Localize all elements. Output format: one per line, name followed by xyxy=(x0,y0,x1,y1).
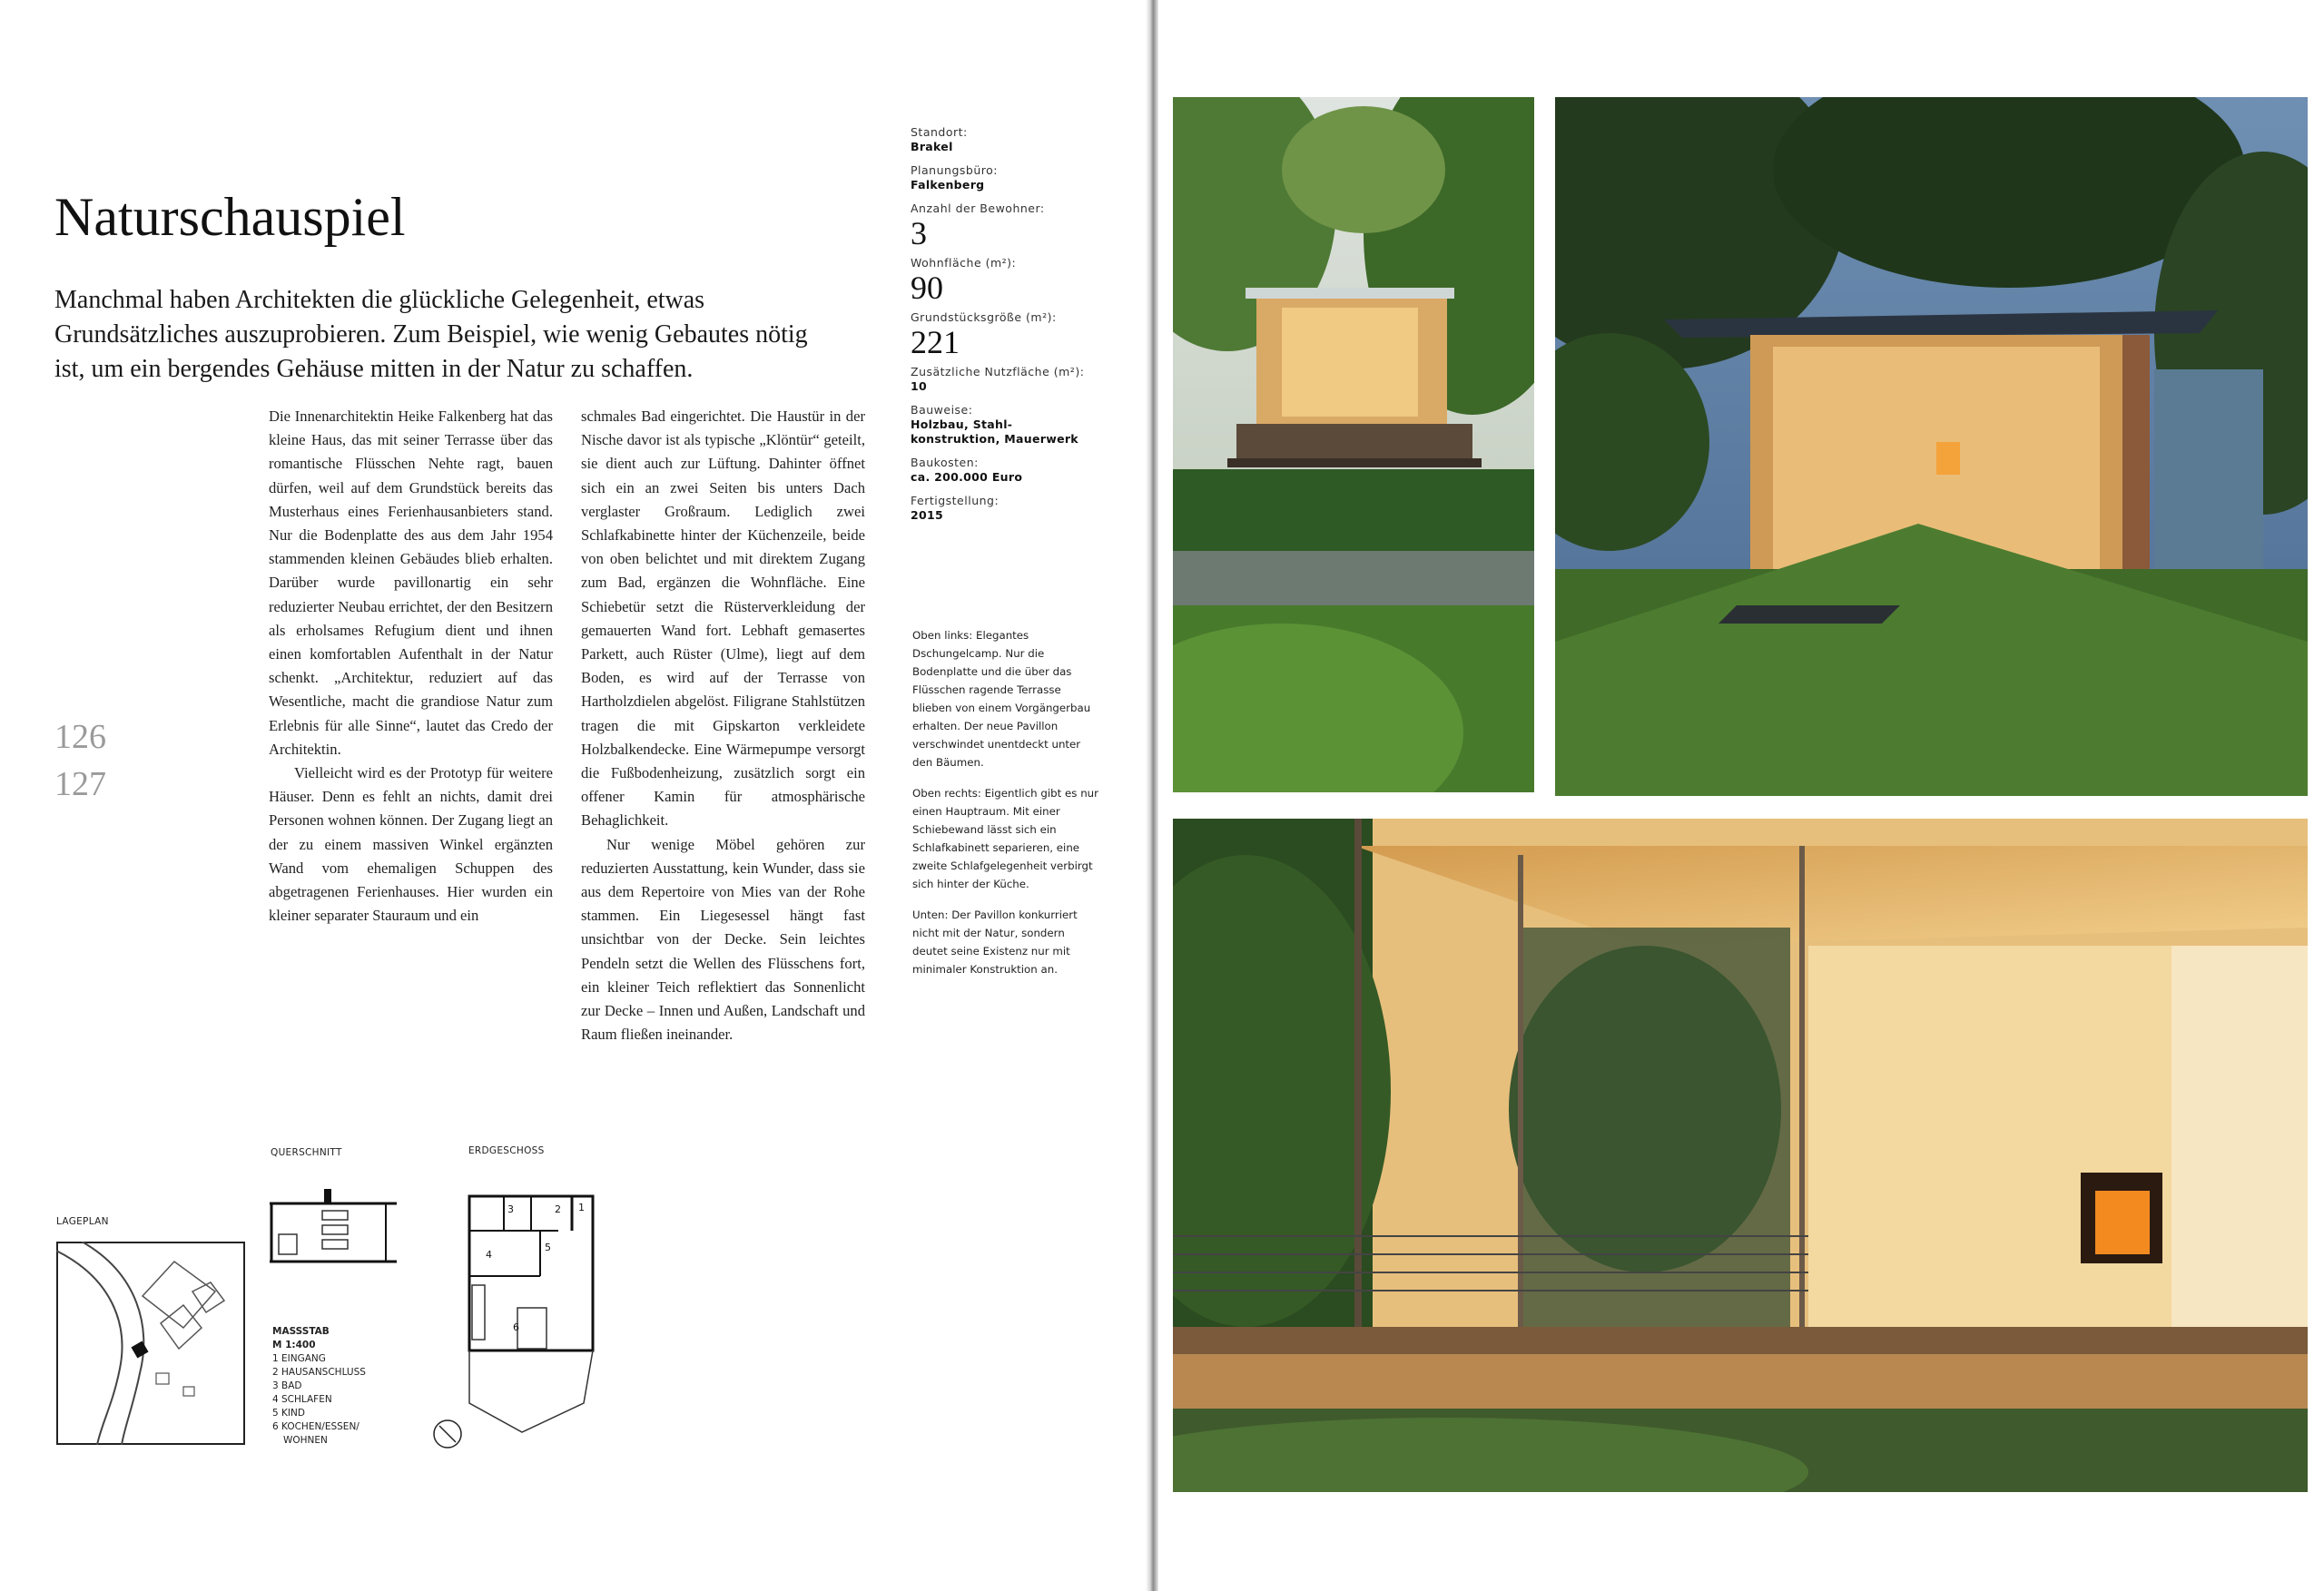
legend-item: 2 HAUSANSCHLUSS xyxy=(272,1367,366,1378)
fact-value: Holzbau, Stahl- xyxy=(911,417,1013,431)
body-column-1 xyxy=(269,405,553,928)
legend-heading: MASSSTAB xyxy=(272,1326,330,1337)
room-number: 5 xyxy=(545,1242,551,1253)
fact-label: Wohnfläche (m²): xyxy=(911,256,1017,270)
article-title: Naturschauspiel xyxy=(54,187,406,247)
legend-item: WOHNEN xyxy=(283,1435,328,1446)
fact-big-value: 90 xyxy=(911,270,943,306)
room-number: 6 xyxy=(513,1321,519,1333)
room-number: 2 xyxy=(555,1203,561,1215)
legend-item: 3 BAD xyxy=(272,1380,302,1391)
cross-section-drawing xyxy=(270,1171,397,1269)
paragraph: schmales Bad eingerichtet. Die Haustür in der Nische davor ist als typische „Klöntür“ geteilt, sie dient auch zur Lüftung. Dahinter öffnet sich ein an zwei Seiten bis unters Dach verglaster Großraum. Lediglich zwei Schlafkabinette hinter der Küchenzeile, beide von oben belichtet und mit direktem Zugang zum Bad, ergänzen die Wohnfläche. Eine Schiebetür setzt die Rüsterverkleidung der gemauerten Wand fort. Lebhaft gemasertes Parkett, auch Rüster (Ulme), liegt auf dem Boden, es wird auf der Terrasse von Hartholzdielen abgelöst. Filigrane Stahlstützen tragen die mit Gipskarton verkleidete Holzbalkendecke. Eine Wärmepumpe versorgt die Fußbodenheizung, zusätzlich sorgt ein offener Kamin für atmosphärische Behaglichkeit. xyxy=(581,408,865,830)
photo-top-left xyxy=(1173,97,1534,792)
fact-label: Zusätzliche Nutzfläche (m²): xyxy=(911,365,1085,378)
site-plan-drawing xyxy=(56,1242,245,1445)
article-lead: Manchmal haben Architekten die glückliche Gelegenheit, etwas Grundsätzliches auszuprobieren. Zum Beispiel, wie wenig Gebautes nötig ist, um ein bergendes Gehäuse mitten in der Natur zu schaffen. xyxy=(54,286,808,383)
north-arrow-icon xyxy=(431,1418,464,1450)
fact-big-value: 221 xyxy=(911,324,960,360)
floor-plan-label: ERDGESCHOSS xyxy=(468,1145,545,1156)
paragraph: Die Innenarchitektin Heike Falkenberg hat das kleine Haus, das mit seiner Terrasse über das romantische Flüsschen Nehte ragt, bauen dürfen, weil auf dem Grundstück bereits das Musterhaus eines Ferienhausanbieters stand. Nur die Bodenplatte des aus dem Jahr 1954 stammenden kleinen Gebäudes blieb erhalten. Darüber wurde pavillonartig ein sehr reduzierter Neubau errichtet, der den Besitzern als erholsames Refugium dient und ihnen einen komfortablen Aufenthalt in der Natur schenkt. „Architektur, reduziert auf das Wesentliche, macht die grandiose Natur zum Erlebnis für alle Sinne“, lautet das Credo der Architektin. xyxy=(269,408,553,758)
room-number: 4 xyxy=(486,1249,492,1261)
section-label: QUERSCHNITT xyxy=(271,1147,342,1158)
facts-sidebar xyxy=(911,125,1110,532)
page-number-left: 126 xyxy=(54,718,106,756)
caption-bottom: Unten: Der Pavillon konkurriert nicht mit der Natur, sondern deutet seine Existenz nur mit minimaler Konstruktion an. xyxy=(912,908,1078,976)
fact-label: Fertigstellung: xyxy=(911,494,1000,507)
paragraph: Vielleicht wird es der Prototyp für weitere Häuser. Denn es fehlt an nichts, damit drei Personen wohnen können. Der Zugang liegt an der zu einem massiven Winkel ergänzten Wand vom ehemaligen Schuppen des abgetragenen Ferienhauses. Hier wurden ein kleiner separater Stauraum und ein xyxy=(269,764,553,925)
fact-value: 2015 xyxy=(911,508,943,522)
legend-item: 1 EINGANG xyxy=(272,1353,326,1364)
legend-scale: M 1:400 xyxy=(272,1340,316,1350)
caption-top-right: Oben rechts: Eigentlich gibt es nur einen Hauptraum. Mit einer Schiebewand lässt sich ein Schlafkabinett separieren, eine zweite Schlafgelegenheit verbirgt sich hinter der Küche. xyxy=(912,787,1098,890)
plan-legend xyxy=(272,1325,366,1448)
fact-big-value: 3 xyxy=(911,215,927,251)
site-plan-label: LAGEPLAN xyxy=(56,1216,109,1227)
room-number: 1 xyxy=(578,1202,585,1213)
legend-item: 6 KOCHEN/ESSEN/ xyxy=(272,1421,359,1432)
page-gutter xyxy=(1146,0,1158,1591)
fact-label: Planungsbüro: xyxy=(911,163,998,177)
fact-label: Standort: xyxy=(911,125,968,139)
floor-plan-drawing xyxy=(468,1194,604,1439)
photo-top-right xyxy=(1555,97,2308,796)
photo-bottom xyxy=(1173,819,2308,1492)
fact-value: konstruktion, Mauerwerk xyxy=(911,432,1078,446)
paragraph: Nur wenige Möbel gehören zur reduzierten Ausstattung, kein Wunder, dass sie aus dem Repertoire von Mies van der Rohe stammen. Ein Liegesessel hängt fast unsichtbar von der Decke. Sein leichtes Pendeln setzt die Wellen des Flüsschens fort, ein kleiner Teich reflektiert das Sonnenlicht zur Decke – Innen und Außen, Landschaft und Raum fließen ineinander. xyxy=(581,835,865,1044)
caption-top-left: Oben links: Elegantes Dschungelcamp. Nur die Bodenplatte und die über das Flüsschen ragende Terrasse blieben von einem Vorgängerbau erhalten. Der neue Pavillon verschwindet unentdeckt unter den Bäumen. xyxy=(912,629,1091,769)
photo-captions xyxy=(912,626,1103,991)
legend-item: 5 KIND xyxy=(272,1408,305,1419)
fact-label: Anzahl der Bewohner: xyxy=(911,201,1045,215)
fact-value: 10 xyxy=(911,379,927,393)
fact-label: Grundstücksgröße (m²): xyxy=(911,310,1057,324)
legend-item: 4 SCHLAFEN xyxy=(272,1394,332,1405)
fact-label: Bauweise: xyxy=(911,403,973,417)
room-number: 3 xyxy=(507,1203,514,1215)
page-number-right: 127 xyxy=(54,765,106,803)
fact-value: Falkenberg xyxy=(911,178,985,192)
body-column-2 xyxy=(581,405,865,1046)
fact-label: Baukosten: xyxy=(911,456,979,469)
fact-value: ca. 200.000 Euro xyxy=(911,470,1023,484)
fact-value: Brakel xyxy=(911,140,953,153)
